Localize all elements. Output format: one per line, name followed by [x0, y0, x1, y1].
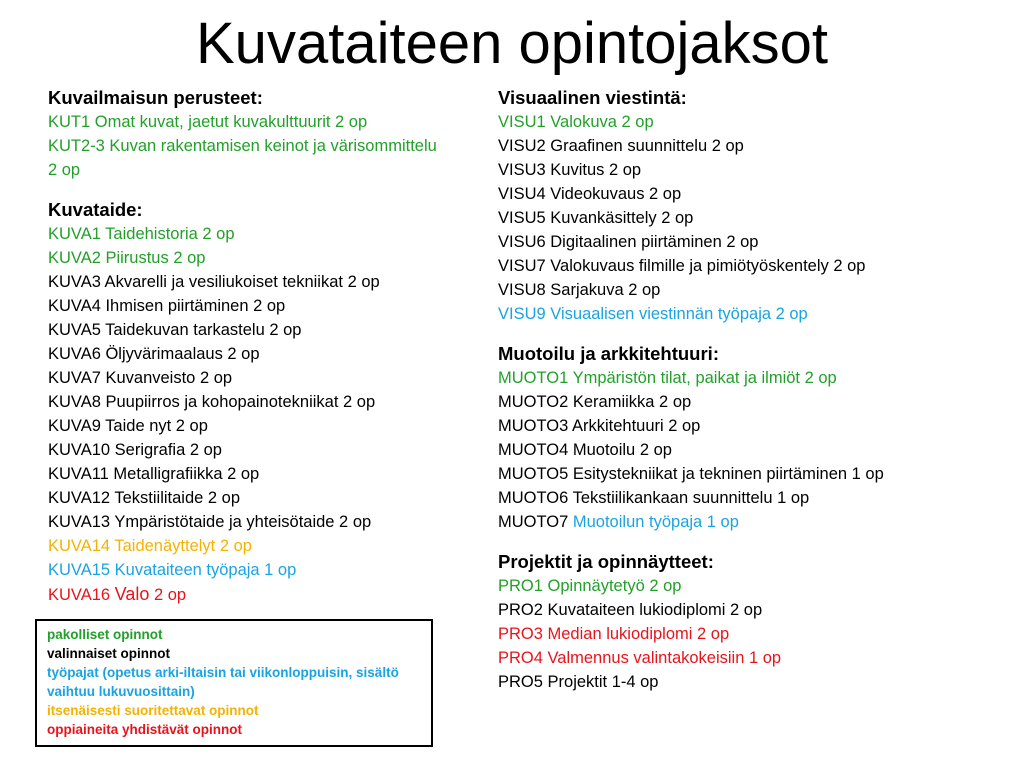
course-muoto7-code: MUOTO7 — [498, 513, 573, 531]
color-legend — [35, 619, 433, 747]
course-kuva16-code: KUVA16 — [48, 586, 115, 604]
course-kuva10: KUVA10 Serigrafia 2 op — [48, 441, 222, 459]
course-kut2-3: KUT2-3 Kuvan rakentamisen keinot ja värisommittelu 2 op — [48, 137, 437, 179]
page-title: Kuvataiteen opintojaksot — [196, 11, 828, 76]
legend-elective: valinnaiset opinnot — [47, 646, 171, 661]
course-kuva3: KUVA3 Akvarelli ja vesiliukoiset tekniikat 2 op — [48, 273, 380, 291]
course-pro4: PRO4 Valmennus valintakokeisiin 1 op — [498, 649, 782, 667]
course-visu8: VISU8 Sarjakuva 2 op — [498, 281, 661, 299]
left-column — [48, 86, 468, 607]
course-kuva2: KUVA2 Piirustus 2 op — [48, 249, 206, 267]
course-kuva15: KUVA15 Kuvataiteen työpaja 1 op — [48, 561, 297, 579]
course-kuva5: KUVA5 Taidekuvan tarkastelu 2 op — [48, 321, 302, 339]
course-visu7: VISU7 Valokuvaus filmille ja pimiötyöskentely 2 op — [498, 257, 866, 275]
section-heading-projektit: Projektit ja opinnäytteet: — [498, 551, 714, 572]
section-heading-muoto: Muotoilu ja arkkitehtuuri: — [498, 343, 719, 364]
legend-combined: oppiaineita yhdistävät opinnot — [47, 722, 243, 737]
course-muoto1: MUOTO1 Ympäristön tilat, paikat ja ilmiöt 2 op — [498, 369, 837, 387]
course-kuva16 — [48, 582, 468, 607]
course-kuva13: KUVA13 Ympäristötaide ja yhteisötaide 2 op — [48, 513, 372, 531]
section-heading-visu: Visuaalinen viestintä: — [498, 87, 687, 108]
course-kuva6: KUVA6 Öljyvärimaalaus 2 op — [48, 345, 260, 363]
course-visu3: VISU3 Kuvitus 2 op — [498, 161, 642, 179]
course-kuva11: KUVA11 Metalligrafiikka 2 op — [48, 465, 260, 483]
legend-mandatory: pakolliset opinnot — [47, 627, 163, 642]
course-kuva9: KUVA9 Taide nyt 2 op — [48, 417, 208, 435]
course-visu5: VISU5 Kuvankäsittely 2 op — [498, 209, 694, 227]
course-kuva12: KUVA12 Tekstiilitaide 2 op — [48, 489, 240, 507]
course-muoto2: MUOTO2 Keramiikka 2 op — [498, 393, 692, 411]
course-muoto6: MUOTO6 Tekstiilikankaan suunnittelu 1 op — [498, 489, 810, 507]
section-heading-kuvataide: Kuvataide: — [48, 199, 143, 220]
course-kuva1: KUVA1 Taidehistoria 2 op — [48, 225, 235, 243]
legend-workshop: työpajat (opetus arki-iltaisin tai viikonloppuisin, sisältö vaihtuu lukuvuosittain) — [47, 665, 399, 699]
right-column — [498, 86, 998, 694]
course-kut1: KUT1 Omat kuvat, jaetut kuvakulttuurit 2 op — [48, 113, 368, 131]
course-muoto5: MUOTO5 Esitystekniikat ja tekninen piirtäminen 1 op — [498, 465, 884, 483]
course-visu1: VISU1 Valokuva 2 op — [498, 113, 654, 131]
course-kuva7: KUVA7 Kuvanveisto 2 op — [48, 369, 233, 387]
course-pro1: PRO1 Opinnäytetyö 2 op — [498, 577, 682, 595]
course-pro3: PRO3 Median lukiodiplomi 2 op — [498, 625, 730, 643]
course-kuva8: KUVA8 Puupiirros ja kohopainotekniikat 2 op — [48, 393, 376, 411]
course-pro5: PRO5 Projektit 1-4 op — [498, 673, 659, 691]
section-heading-kuvailmaisu: Kuvailmaisun perusteet: — [48, 87, 263, 108]
course-visu4: VISU4 Videokuvaus 2 op — [498, 185, 682, 203]
legend-independent: itsenäisesti suoritettavat opinnot — [47, 703, 259, 718]
course-visu6: VISU6 Digitaalinen piirtäminen 2 op — [498, 233, 759, 251]
course-muoto3: MUOTO3 Arkkitehtuuri 2 op — [498, 417, 701, 435]
course-visu9: VISU9 Visuaalisen viestinnän työpaja 2 op — [498, 305, 808, 323]
course-visu2: VISU2 Graafinen suunnittelu 2 op — [498, 137, 744, 155]
course-muoto7 — [498, 510, 998, 534]
course-kuva16-credits: 2 op — [149, 586, 187, 604]
course-pro2: PRO2 Kuvataiteen lukiodiplomi 2 op — [498, 601, 763, 619]
course-muoto4: MUOTO4 Muotoilu 2 op — [498, 441, 672, 459]
course-kuva4: KUVA4 Ihmisen piirtäminen 2 op — [48, 297, 286, 315]
course-muoto7-name: Muotoilun työpaja 1 op — [572, 513, 739, 531]
course-kuva14: KUVA14 Taidenäyttelyt 2 op — [48, 537, 252, 555]
course-kuva16-name: Valo — [114, 584, 150, 604]
